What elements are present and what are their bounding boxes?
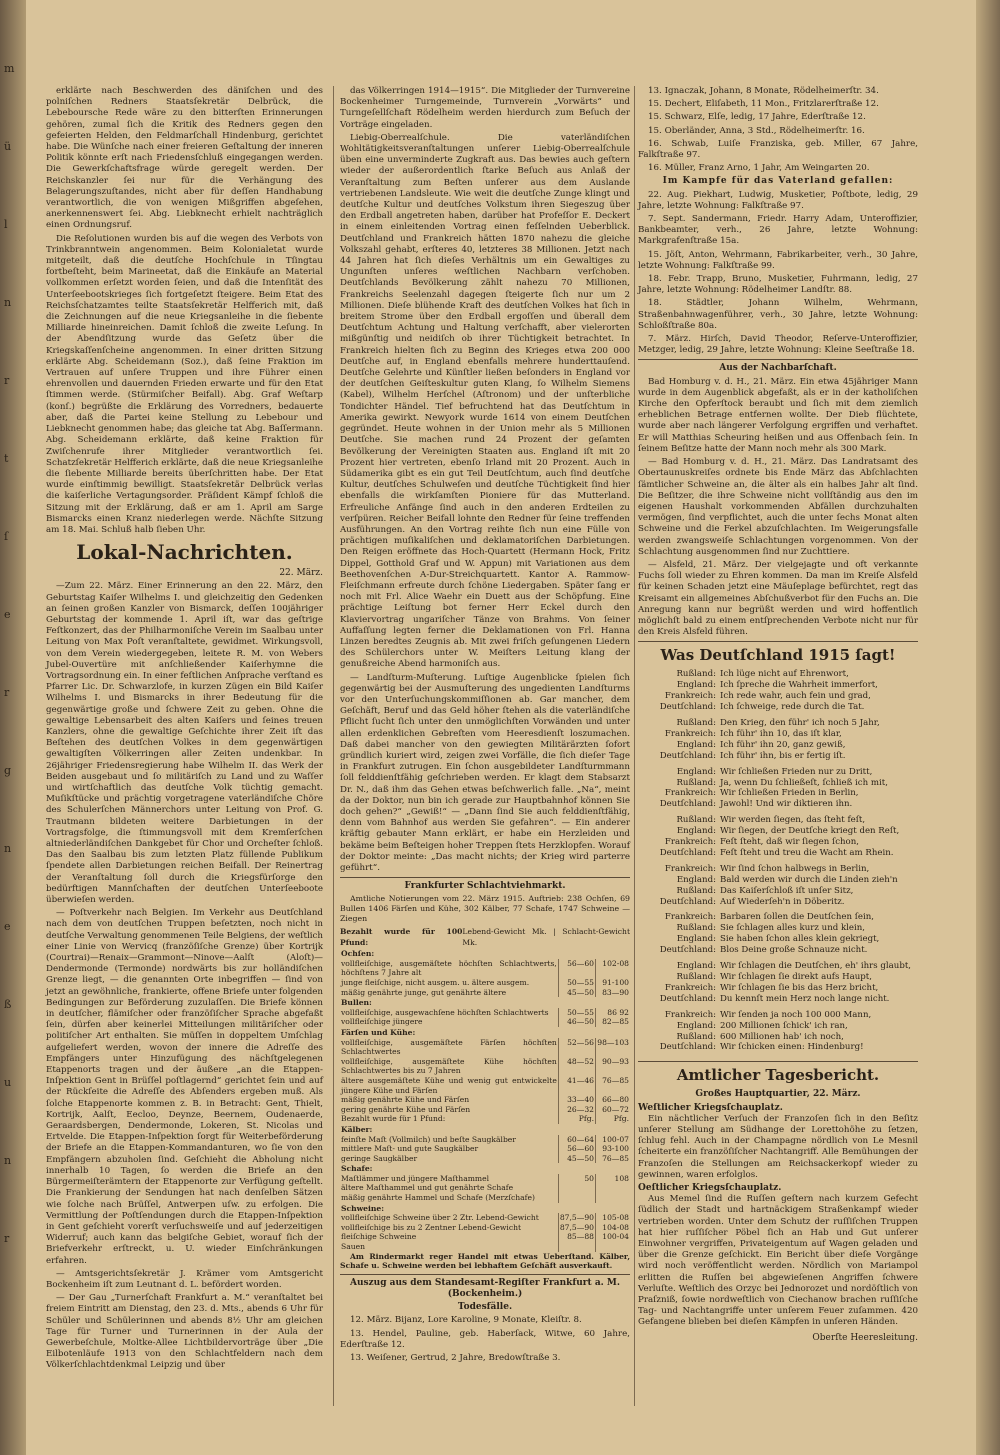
column-1 xyxy=(46,86,323,1374)
poem-text: 600 Millionen hab' ich noch, xyxy=(720,1031,844,1042)
market-price: 76—85 xyxy=(596,1154,631,1164)
market-row xyxy=(340,1008,630,1018)
poem-speaker: England: xyxy=(676,961,716,972)
article-paragraph: Die Reſolutionen wurden bis auf die wegen des Verbots von Trinkbranntwein angenommen. Beim Kolonialetat wurde mitgeteilt, daß die deutſche Hochſchule in Tſingtau fortbeſteht, beim Marineetat, daß die Einkäufe an Material vollkommen erſetzt worden ſeien, und daß die Intenſität des Unterſeebootskrieges ſich fortgeſetzt ſteigere. Beim Etat des Reichsſchatzamtes teilte Staatsſekretär Helfferich mit, daß die Zeichnungen auf die neue Kriegsanleihe in die ſiebente Milliarde hineinreichen. Damit ſchloß die zweite Leſung. In der Abendſitzung wurde das Geſetz über die Kriegskaſſenſcheine angenommen. In einer dritten Sitzung erklärte Abg. Scheidemann (Soz.), daß ſeine Fraktion im Vertrauen auf unſere Truppen und ihre Führer einen ehrenvollen und dauernden Frieden erwarte und für den Etat ſtimmen werde. (Stürmiſcher Beifall). Abg. Graf Weſtarp (konſ.) begrüßte die Erklärung des Vorredners, bedauerte aber, daß die Partei keine Stellung zu Lebebour und Liebknecht genommen habe; das gleiche tat Abg. Baſſermann. Abg. Scheidemann erklärte, daß keine Fraktion für Zwiſchenrufe ihrer Mitglieder verantwortlich ſei. Schatzſekretär Helfferich erklärte, daß die neue Kriegsanleihe die ſiebente Milliarde bereits überſchritten habe. Der Etat wurde einſtimmig bewilligt. Staatsſekretär Delbrück verlas die kaiſerliche Vertagungsorder. Präſident Kämpf ſchloß die Sitzung mit der Erklärung, daß er am 1. April am Sarge Bismarcks einen Kranz niederlegen werde. Nächſte Sitzung am 18. Mai. Schluß halb ſieben Uhr. xyxy=(46,233,323,535)
poem-line xyxy=(638,972,918,983)
market-price: 60—72 xyxy=(596,1105,631,1115)
edge-fragment: ſ xyxy=(4,530,9,543)
register-entry: 15. Oberländer, Anna, 3 Std., Rödelheimerſtr. 16. xyxy=(648,125,865,136)
poem-title: Was Deutſchland 1915 ſagt! xyxy=(660,646,896,665)
section-date: 22. März. xyxy=(279,568,323,579)
market-price: 48—52 xyxy=(558,1057,595,1076)
market-row xyxy=(340,1017,630,1027)
poem-speaker: Frankreich: xyxy=(664,788,716,799)
poem-line xyxy=(638,837,918,848)
edge-fragment: r xyxy=(4,374,10,387)
market-price: 91-100 xyxy=(596,978,631,988)
poem-line xyxy=(638,961,918,972)
market-row-label: Sauen xyxy=(341,1242,366,1252)
market-price: 45—50 xyxy=(558,988,595,998)
poem-text: Ich führ' ihn 10, das iſt klar, xyxy=(720,728,842,739)
poem-line xyxy=(638,815,918,826)
poem-line xyxy=(638,826,918,837)
poem-line xyxy=(638,1042,918,1053)
poem-speaker: Deutſchland: xyxy=(659,945,716,956)
poem-line xyxy=(638,729,918,740)
market-row-label: mäßig genährte Kühe und Färſen xyxy=(341,1095,470,1105)
market-row-label: Bezahlt wurde für 1 Pfund: xyxy=(341,1114,446,1124)
poem-text: Feſt ſteht und treu die Wacht am Rhein. xyxy=(720,847,894,858)
poem-line xyxy=(638,912,918,923)
poem-text: Wir ſchlagen die Deutſchen, eh' ihrs glaubt, xyxy=(720,961,912,972)
article-paragraph: — Der Gau „Turnerſchaft Frankfurt a. M.“ veranſtaltet bei freiem Eintritt am Dienstag, den 23. d. Mts., abends 6 Uhr für Schüler und Schülerinnen und abends 8½ Uhr am gleichen Tage für Turner und Turnerinnen in der Aula der Gewerbeſchule, Moltke-Allee Lichtbildervorträge über „Die Eilbotenläufe 1913 von den Schlachtfeldern nach dem Völkerſchlachtdenkmal Leipzig und über xyxy=(46,1293,323,1371)
market-row xyxy=(340,1105,630,1115)
register-subtitle: Todesfälle. xyxy=(457,1302,513,1313)
poem-text: Wir ſchlagen ſie direkt aufs Haupt, xyxy=(720,972,872,982)
poem-line xyxy=(638,680,918,691)
poem-text: Den Krieg, den führ' ich noch 5 Jahr, xyxy=(720,717,880,728)
poem-speaker: Deutſchland: xyxy=(659,799,716,810)
market-price: 105-08 xyxy=(596,1213,631,1223)
signature: Oberſte Heeresleitung. xyxy=(812,1332,918,1343)
edge-fragment: n xyxy=(4,296,12,309)
market-paid-label: Bezahlt wurde für 100 Pfund: xyxy=(340,926,463,948)
market-price: 83—90 xyxy=(596,988,631,998)
edge-fragment: t xyxy=(4,452,9,465)
market-row-label: gering genährte Kühe und Färſen xyxy=(341,1104,471,1114)
market-row xyxy=(340,1076,630,1095)
market-row xyxy=(340,1144,630,1154)
fallen-entry: 7. März. Hirſch, David Theodor, Reſerve-Unteroffizier, Metzger, ledig, 29 Jahre, letzte Wohnung: Kleine Seeſtraße 18. xyxy=(638,334,918,356)
fallen-title: Im Kampfe für das Vaterland gefallen: xyxy=(662,176,894,187)
market-row xyxy=(340,1038,630,1057)
market-section-label: Schafe: xyxy=(341,1164,373,1174)
market-price xyxy=(558,1242,595,1252)
market-price: 87,5—90 xyxy=(559,1222,594,1232)
market-row xyxy=(340,1174,630,1184)
market-price: 98—103 xyxy=(596,1038,631,1057)
market-price xyxy=(596,1242,631,1252)
poem-line xyxy=(638,740,918,751)
register-title: Auszug aus dem Standesamt-Regiſter Frankfurt a. M. (Bockenheim.) xyxy=(349,1277,621,1300)
poem-line xyxy=(638,864,918,875)
register-entry: 13. Hendel, Pauline, geb. Haberſack, Witwe, 60 Jahre, Ederſtraße 12. xyxy=(340,1328,630,1350)
fallen-entry: 18. Städtler, Johann Wilhelm, Wehrmann, Straßenbahnwagenführer, verh., 30 Jahre, letzte Wohnung: Schloßſtraße 80a. xyxy=(638,298,918,331)
market-price: 82—85 xyxy=(596,1017,631,1027)
market-price: 104-08 xyxy=(596,1223,631,1233)
poem-line xyxy=(638,1021,918,1032)
poem-speaker: England: xyxy=(676,874,716,885)
poem-speaker: Frankreich: xyxy=(664,863,716,874)
bericht-subtitle: Großes Hauptquartier, 22. März. xyxy=(695,1089,861,1100)
fallen-entry: 7. Sept. Sandermann, Friedr. Harry Adam, Unteroffizier, Bankbeamter, verh., 26 Jahre, letzte Wohnung: Markgrafenſtraße 15a. xyxy=(638,214,918,247)
poem-speaker: Rußland: xyxy=(676,972,716,982)
market-price xyxy=(596,1193,631,1203)
edge-fragment: n xyxy=(4,1154,12,1167)
fallen-entry: 18. Febr. Trapp, Bruno, Musketier, Fuhrmann, ledig, 27 Jahre, letzte Wohnung: Rödelheimer Landſtr. 88. xyxy=(638,274,918,296)
market-section-label: Kälber: xyxy=(341,1124,373,1134)
article-paragraph: erklärte nach Beschwerden des däniſchen und des polniſchen Redners Staatsſekretär Delbrück, die Lebeboursche Rede wäre zu den bitterſten Erinnerungen gehören, zumal ſich die Kritik des Redners gegen den gefeierten Helden, den Feldmarſchall Hindenburg, gerichtet habe. Die Wünſche nach einer freieren Geſtaltung der inneren Politik könnte erſt nach Friedensſchluß eingegangen werden. Die Gewerkſchaftsfrage würde geregelt werden. Der Reichskanzler ſei nur für die Verhängung des Belagerungszuſtandes, nicht aber für deſſen Handhabung verantwortlich, die von wenigen Mißgriffen abgeſehen, anerkennenswert ſei. Abg. Liebknecht erhielt nachträglich einen Ordnungsruf. xyxy=(46,86,323,231)
market-row xyxy=(340,1095,630,1105)
market-row xyxy=(340,1163,630,1174)
poem-speaker: Rußland: xyxy=(676,777,716,788)
market-price: 50—55 xyxy=(558,1008,595,1018)
poem-text: Ich führ' ihn, bis er fertig iſt. xyxy=(720,750,846,761)
poem-speaker: Rußland: xyxy=(676,885,716,896)
article-paragraph: — Poſtverkehr nach Belgien. Im Verkehr aus Deutſchland nach dem von deutſchen Truppen beſetzten, noch nicht in deutſche Verwaltung genommenen Teile Belgiens, der weſtlich einer Linie von Wervicq (franzöſiſche Grenze) über Kortrijk (Courtrai)—Renaix—Grammont—Ninove—Aalſt (Aloſt)—Dendermonde (Termonde) nordwärts bis zur holländiſchen Grenze liegt, — die genannten Orte inbegriffen — ſind von jetzt an gewöhnliche, frankierte, offene Briefe unter folgenden Bedingungen zur Beförderung zuzulaſſen. Die Briefe können in deutſcher, flämiſcher oder franzöſiſcher Sprache abgefaßt ſein, dürfen aber keinerlei Mitteilungen militäriſcher oder politiſcher Art enthalten. Sie müſſen in doppeltem Umſchlag aufgeliefert werden, wovon der innere die Adreſſe des Empfängers unter Hinzufügung des nächſtgelegenen Etappenorts tragen und der äußere „an die Etappen-Inſpektion Gent in Brüſſel poſtlagernd“ gerichtet ſein und auf der Rückſeite die Adreſſe des Abſenders ergeben muß. Als ſolche Etappenorte kommen z. B. in Betracht: Gent, Thielt, Kortrijk, Aalſt, Eecloo, Deynze, Beernem, Oudenaerde, Geraardsbergen, Dendermonde, Lokeren, St. Nicolas und Ertvelde. Die Etappen-Inſpektion ſorgt für Weiterbeförderung der Briefe an die Etappen-Kommandanturen, wo ſie von den Empfängern abzuholen ſind. Geſchieht die Abholung nicht innerhalb 10 Tagen, ſo werden die Briefe an den Bürgermeiſterämtern der Etappenorte zur Verfügung geſtellt. Die Frankierung der Sendungen hat nach denſelben Sätzen wie ſolche nach Brüſſel, Antwerpen uſw. zu erfolgen. Die Vermittlung der Poſtſendungen durch die Etappen-Inſpektion in Gent geſchieht vorerſt verſuchsweiſe und auf jederzeitigen Widerruf; auch kann das belgiſche Gebiet, worauf ſich der Briefverkehr erſtreckt, u. U. wieder Einſchränkungen erfahren. xyxy=(46,908,323,1266)
market-section-label: Bullen: xyxy=(341,998,372,1008)
market-price: 26—32 xyxy=(558,1105,595,1115)
market-price: 33—40 xyxy=(558,1095,595,1105)
market-row-label: vollfleiſchige Schweine über 2 Ztr. Lebend-Gewicht xyxy=(341,1213,539,1223)
market-row xyxy=(340,988,630,998)
poem-text: Auf Wiederſeh'n in Döberitz. xyxy=(720,896,845,907)
market-section-label: Färſen und Kühe: xyxy=(341,1027,416,1037)
market-price: 56—60 xyxy=(558,959,595,978)
market-title: Frankfurter Schlachtviehmarkt. xyxy=(404,881,566,892)
poem-text: Wir ſenden ja noch 100 000 Mann, xyxy=(720,1009,872,1020)
poem-speaker: England: xyxy=(676,1020,716,1031)
poem-text: Wir werden ſiegen, das ſteht feſt, xyxy=(720,815,866,826)
market-note: Am Rindermarkt reger Handel mit etwas Ueberſtand. Kälber, Schafe u. Schweine werden bei lebhaftem Geſchäft ausverkauft. xyxy=(340,1251,630,1271)
market-row-label: Maſtlämmer und jüngere Maſthammel xyxy=(341,1173,490,1183)
market-row xyxy=(340,1203,630,1214)
west-title: Weſtlicher Kriegsſchauplatz. xyxy=(638,1102,783,1113)
poem-line xyxy=(638,923,918,934)
market-row xyxy=(340,948,630,959)
market-row-label: vollfleiſchige, ausgemäſtete Färſen höchſten Schlachtwertes xyxy=(341,1037,557,1057)
edge-fragment: ß xyxy=(4,998,12,1011)
poem-speaker: Deutſchland: xyxy=(659,847,716,858)
market-price xyxy=(558,1193,595,1203)
poem-text: Wir ſiegen, der Deutſche kriegt den Reſt, xyxy=(720,826,900,837)
divider xyxy=(638,359,918,360)
poem-speaker: Deutſchland: xyxy=(659,702,716,713)
market-price: 108 xyxy=(596,1174,631,1184)
market-row xyxy=(340,1183,630,1193)
poem-speaker: Rußland: xyxy=(676,815,716,826)
poem-speaker: Frankreich: xyxy=(664,1009,716,1020)
ost-title: Oeſtlicher Kriegsſchauplatz. xyxy=(638,1182,782,1193)
poem-text: Wir ſchicken einen: Hindenburg! xyxy=(720,1042,864,1053)
poem-text: Ich führ' ihn 20, ganz gewiß, xyxy=(720,739,846,750)
edge-fragment: n xyxy=(4,842,12,855)
edge-fragment: g xyxy=(4,764,12,777)
market-price: 90—93 xyxy=(596,1057,631,1076)
market-col-header: Lebend-Gewicht Mk. xyxy=(462,926,547,936)
divider xyxy=(340,877,630,878)
edge-fragment: ü xyxy=(4,140,12,153)
market-row xyxy=(340,1242,630,1252)
poem-text: Bald werden wir durch die Linden zieh'n xyxy=(720,874,898,885)
poem-text: Feſt ſteht, daß wir ſiegen ſchon, xyxy=(720,837,859,848)
poem-speaker: Frankreich: xyxy=(664,728,716,739)
fallen-entry: 22. Aug. Piekhart, Ludwig, Musketier, Poſtbote, ledig, 29 Jahre, letzte Wohnung: Falkſtraße 97. xyxy=(638,189,918,211)
market-row-label: vollfleiſchige, ausgemäſtete Kühe höchſten Schlachtwertes bis zu 7 Jahren xyxy=(341,1056,557,1076)
poem-line xyxy=(638,1032,918,1043)
poem-line xyxy=(638,669,918,680)
market-row xyxy=(340,1027,630,1038)
poem-line xyxy=(638,718,918,729)
article-paragraph: Liebig-Oberrealſchule. Die vaterländiſchen Wohltätigkeitsveranſtaltungen unſerer Liebig-Oberrealſchule üben eine unverminderte Zugkraft aus. Das bewies auch geſtern wieder der außerordentlich ſtarke Beſuch aus Anlaß der Veranſtaltung zum Beſten unſerer aus dem Auslande vertriebenen Landsleute. Wie weit die deutſche Zunge klingt und deutſche Kultur und deutſches Volkstum ihren Siegeszug über den Erdball angetreten haben, darüber hat Profeſſor E. Deckert in einem einleitenden Vortrag einen feſſelnden Ueberblick. Deutſchland und Frankreich hätten 1870 nahezu die gleiche Volkszahl gehabt, erſteres 40, letzteres 38 Millionen. Jetzt nach 44 Jahren hat ſich dieſes Verhältnis um ein Gewaltiges zu Ungunſten unſeres weſtlichen Nachbarn verſchoben. Deutſchlands Bevölkerung zählt nahezu 70 Millionen, Frankreichs Seelenzahl dagegen ſteigerte ſich nur um 2 Millionen. Dieſe blühende Kraft des deutſchen Volkes hat ſich in breitem Strome über den Erdball ergoſſen und überall dem Deutſchtum Achtung und Haltung verſchafft, aber vielerorten mißgünſtig und neidiſch ob ihrer Tüchtigkeit betrachtet. In Frankreich hielten ſich zu Beginn des Krieges etwa 200 000 Deutſche auf, in England ebenfalls mehrere hunderttauſend. Deutſche Gelehrte und Künſtler ließen beſonders in England vor der deutſchen Geiſteskultur guten Klang, ſo Wilhelm Siemens (Kabel), Wilhelm Herſchel (Aſtronom) und der unſterbliche Tondichter Händel. Tief befruchtend hat das Deutſchtum in Amerika gewirkt. Newyork wurde 1614 von einem Deutſchen gegründet. Heute wohnen in der Union mehr als 5 Millionen Deutſche. Sie machen rund 24 Prozent der geſamten Bevölkerung der Vereinigten Staaten aus. England iſt mit 20 Prozent hier vertreten, ebenſo Irland mit 20 Prozent. Auch in Südamerika gibt es ein gut Teil Deutſchtum, auch ſind deutſche Kultur, deutſches Schulweſen und deutſche Tüchtigkeit ſind hier ebenfalls die wirkſamſten Pioniere für das Mutterland. Erfreuliche Anfänge ſind auch in den anderen Erdteilen zu verſpüren. Reicher Beifall lohnte den Redner für ſeine treffenden Ausführungen. An den Vortrag reihte ſich nun eine Fülle von prächtigen muſikaliſchen und deklamatoriſchen Darbietungen. Den Reigen eröffnete das Hoch-Quartett (Hermann Hock, Fritz Dippel, Gotthold Graf und W. Appun) mit Variationen aus dem Beethovenſchen A-Dur-Streichquartett. Kantor A. Rammow-Fleiſchmann erfreute durch ſchöne Liedergaben. Später ſang er noch mit Frl. Alice Waehr ein Duett aus der Schöpfung. Eine prächtige Leiſtung bot ferner Herr Eckel durch den Klaviervortrag ungariſcher Tänze von Brahms. Von ſeiner Auffaſſung legten ferner die Deklamationen von Frl. Hanna Linzen beredtes Zeugnis ab. Mit zwei friſch geſungenen Liedern des Schülerchors unter W. Meiſters Leitung klang der genußreiche Abend harmoniſch aus. xyxy=(340,132,630,670)
edge-fragment: r xyxy=(4,686,10,699)
market-intro: Amtliche Notierungen vom 22. März 1915. Auftrieb: 238 Ochſen, 69 Bullen 1406 Färſen und Kühe, 302 Kälber, 77 Schafe, 1747 Schweine — Ziegen xyxy=(340,894,630,924)
article-paragraph: Ein nächtlicher Verſuch der Franzoſen ſich in den Beſitz unſerer Stellung am Südhange der Lorettohöhe zu ſetzen, ſchlug fehl. Auch in der Champagne nördlich von Le Mesnil ſcheiterte ein franzöſiſcher Nachtangriff. Alle Bemühungen der Franzoſen die Stellungen am Reichsackerkopf wieder zu gewinnen, waren erfolglos. xyxy=(638,1113,918,1180)
poem-line xyxy=(638,886,918,897)
poem-line xyxy=(638,702,918,713)
market-row-label: mäßig genährte junge, gut genährte ältere xyxy=(341,987,507,997)
article-paragraph: — Amtsgerichtsſekretär J. Krämer vom Amtsgericht Bockenheim iſt zum Leutnant d. L. befördert worden. xyxy=(46,1268,323,1290)
poem-line xyxy=(638,691,918,702)
market-row xyxy=(340,1154,630,1164)
market-col-header: Schlacht-Gewicht Mk. xyxy=(462,926,630,948)
poem-line xyxy=(638,848,918,859)
poem-line xyxy=(638,994,918,1005)
market-price: 76—85 xyxy=(596,1076,631,1095)
market-row xyxy=(340,1232,630,1242)
left-edge-fragments xyxy=(4,60,22,1308)
poem-speaker: Deutſchland: xyxy=(659,750,716,761)
article-paragraph: — Landſturm-Muſterung. Luſtige Augenblicke ſpielen ſich gegenwärtig bei der Ausmuſterung des ungedienten Landſturms vor den Unterſuchungskommiſſionen ab. Gar mancher, dem Geſchäft, Beruf und das Geld höher ſtehen als die vaterländiſche Pflicht ſucht ſich unter den unmöglichſten Vorwänden und unter allen erdenklichen Gebreſten vom Heeresdienſt loszumachen. Daß dabei mancher von den gewiegten Militärärzten ſofort gründlich kuriert wird, zeigen zwei Vorfälle, die ſich dieſer Tage in Frankfurt zutrugen. Ein ſchon ausgebildeter Landſturmmann ſoll felddienſtfähig geſchrieben werden. Er klagt dem Stabsarzt Dr. N., daß ihm das Gehen etwas beſchwerlich falle. „Na“, meint da der Doktor, nun bin ich gerade zur Hauptbahnhof können Sie doch gehen?“ „Gewiß!“ — „Dann ſind Sie auch felddienſtfähig, denn vom Bahnhof aus werden Sie gefahren“. — Ein anderer kräftig gebauter Mann erklärt, er habe ein Herzleiden und bekäme beim Beſteigen hoher Treppen ſtets Herzklopfen. Worauf der Doktor meinte: „Das macht nichts; der Krieg wird parterre geführt“. xyxy=(340,672,630,874)
poem-text: Wir ſchließen Frieden in Berlin, xyxy=(720,788,859,799)
poem-line xyxy=(638,983,918,994)
market-row-label: feinſte Maſt (Vollmilch) und beſte Saugkälber xyxy=(341,1134,516,1144)
right-page-gutter xyxy=(976,0,1000,1455)
market-price: 100-07 xyxy=(596,1135,631,1145)
poem-speaker: Rußland: xyxy=(676,717,716,728)
poem-text: Ich ſchweige, rede durch die Tat. xyxy=(720,702,865,713)
market-price: 86 92 xyxy=(596,1008,631,1018)
poem-text: Ich lüge nicht auf Ehrenwort, xyxy=(720,669,849,680)
poem-line xyxy=(638,778,918,789)
register-entry: 15. Schwarz, Elſe, ledig, 17 Jahre, Ederſtraße 12. xyxy=(648,112,866,123)
poem-text: Wir ſind ſchon halbwegs in Berlin, xyxy=(720,863,870,874)
poem-text: Wir ſchließen Frieden nur zu Dritt, xyxy=(720,766,873,777)
poem-text: Das Kaiſerſchloß iſt unſer Sitz, xyxy=(720,885,854,896)
poem-speaker: Frankreich: xyxy=(664,982,716,993)
poem-line xyxy=(638,788,918,799)
article-paragraph: Aus Memel ſind die Ruſſen geſtern nach kurzem Gefecht ſüdlich der Stadt und hartnäckigem Straßenkampf wieder vertrieben worden. Unter dem Schutz der ruſſiſchen Truppen hat hier ruſſiſcher Pöbel ſich an Hab und Gut unſerer Einwohner vergriffen, Privateigentum auf Wagen geladen und über die Grenze geſchickt. Ein Bericht über dieſe Vorgänge wird noch veröffentlicht werden. Nördlich von Mariampol erlitten die Ruſſen bei abgewieſenen Angriffen ſchwere Verluſte. Weſtlich des Orzyc bei Jednorozet und nordöſtlich von Praſzniß, ſowie nordweſtlich von Ciechanow brachen ruſſiſche Tag- und Nachtangriffe unter unſerem Feuer zuſammen. 420 Gefangene blieben bei dieſen Kämpfen in unſeren Händen. xyxy=(638,1194,918,1328)
market-row-label: fleiſchige Schweine xyxy=(341,1232,417,1242)
poem-text: Ich rede wahr, auch fein und grad, xyxy=(720,691,871,702)
fallen-entry: 15. Jöſt, Anton, Wehrmann, Fabrikarbeiter, verh., 30 Jahre, letzte Wohnung: Falkſtraße 99. xyxy=(638,249,918,271)
market-row-label: ältere Maſthammel und gut genährte Schafe xyxy=(341,1183,514,1193)
market-row-label: vollfleiſchige, ausgewachſene höchſten Schlachtwerts xyxy=(341,1007,549,1017)
poem-speaker: Deutſchland: xyxy=(659,993,716,1004)
poem-line xyxy=(638,897,918,908)
market-section-label: Ochſen: xyxy=(341,949,375,959)
market-row xyxy=(340,1124,630,1135)
article-paragraph: das Völkerringen 1914—1915“. Die Mitglieder der Turnvereine Bockenheimer Turngemeinde, Turnverein „Vorwärts“ und Turngeſellſchaft Rödelheim werden hierdurch zum Beſuch der Vorträge eingeladen. xyxy=(340,86,630,130)
market-price: Pfg. xyxy=(596,1114,631,1124)
market-price: 93-100 xyxy=(596,1144,631,1154)
edge-fragment: l xyxy=(4,218,8,231)
poem-text: Blos Deine große Schnauze nicht. xyxy=(720,945,868,956)
poem-line xyxy=(638,934,918,945)
poem-speaker: England: xyxy=(676,934,716,945)
poem-speaker: Deutſchland: xyxy=(659,896,716,907)
market-row xyxy=(340,1057,630,1076)
edge-fragment: m xyxy=(4,62,15,75)
poem-text: Du kennſt mein Herz noch lange nicht. xyxy=(720,993,890,1004)
poem xyxy=(638,669,918,1058)
market-row xyxy=(340,1114,630,1124)
market-row-label: mäßig genährte Hammel und Schafe (Merzſchafe) xyxy=(341,1193,535,1203)
poem-text: Ja, wenn Du ſchließeſt, ſchließ ich mit, xyxy=(720,777,888,788)
edge-fragment: r xyxy=(4,1232,10,1245)
market-row xyxy=(340,1193,630,1203)
article-paragraph: — Bad Homburg v. d. H., 21. März. Das Landratsamt des Obertaunuskreiſes ordnete bis Ende März das Abſchlachten ſämtlicher Schweine an, die älter als ein halbes Jahr alt ſind. Die Beſitzer, die ihre Schweine nicht vollſtändig aus den im eigenen Haushalt vorkommenden Abfällen durchzuhalten vermögen, ſind verpflichtet, auch die unter ſechs Monat alten Schweine und die Ferkel abzuſchlachten. Im Weigerungsfalle werden zwangsweiſe Schlachtungen vorgenommen. Von der Schlachtung ausgenommen ſind nur Zuchttiere. xyxy=(638,457,918,557)
market-row-label: geringe Saugkälber xyxy=(341,1153,418,1163)
market-row xyxy=(340,997,630,1008)
market-price xyxy=(558,1183,595,1193)
register-entry: 12. März. Bijanz, Lore Karoline, 9 Monate, Kleiſtr. 8. xyxy=(350,1315,582,1326)
column-rule xyxy=(634,86,635,1406)
poem-line xyxy=(638,767,918,778)
market-row-label: ältere ausgemäſtete Kühe und wenig gut entwickelte jüngere Kühe und Färſen xyxy=(341,1075,557,1095)
market-price: 100-04 xyxy=(596,1232,631,1242)
edge-fragment: e xyxy=(4,608,11,621)
poem-text: Sie haben ſchon alles klein gekriegt, xyxy=(720,934,880,945)
poem-speaker: Rußland: xyxy=(676,923,716,934)
market-row-label: vollfleiſchige, ausgemäſtete höchſten Schlachtwerts, höchſtens 7 Jahre alt xyxy=(341,958,557,978)
poem-line xyxy=(638,799,918,810)
market-price: 66—80 xyxy=(596,1095,631,1105)
poem-text: Ich ſpreche die Wahrheit immerfort, xyxy=(720,680,878,691)
divider xyxy=(340,1274,630,1275)
market-table xyxy=(340,948,630,1251)
poem-speaker: England: xyxy=(676,680,716,691)
market-price xyxy=(596,1183,631,1193)
poem-speaker: England: xyxy=(676,826,716,837)
poem-speaker: Frankreich: xyxy=(664,691,716,702)
market-row xyxy=(340,959,630,978)
poem-speaker: Frankreich: xyxy=(664,912,716,923)
section-heading-lokal: Lokal-Nachrichten. xyxy=(76,540,293,565)
poem-line xyxy=(638,875,918,886)
register-entry: 15. Dechert, Eliſabeth, 11 Mon., Fritzlarerſtraße 12. xyxy=(648,99,879,110)
market-row-label: vollfleiſchige jüngere xyxy=(341,1017,423,1027)
poem-text: Jawohl! Und wir diktieren ihn. xyxy=(720,799,853,810)
nachbar-title: Aus der Nachbarſchaft. xyxy=(719,363,837,374)
register-entry: 13. Ignaczak, Johann, 8 Monate, Rödelheimerſtr. 34. xyxy=(648,86,879,96)
column-3 xyxy=(638,86,918,1344)
market-price: 41—46 xyxy=(558,1076,595,1095)
register-entry: 16. Schwab, Luiſe Franziska, geb. Miller, 67 Jahre, Falkſtraße 97. xyxy=(638,138,918,161)
divider xyxy=(638,1061,918,1062)
market-price: 46—50 xyxy=(558,1017,595,1027)
stanza-gap xyxy=(638,1053,918,1058)
market-price: 45—50 xyxy=(558,1154,595,1164)
market-price: 85—88 xyxy=(558,1232,595,1242)
register-entry: 16. Müller, Franz Arno, 1 Jahr, Am Weingarten 20. xyxy=(648,163,870,174)
poem-text: Barbaren ſollen die Deutſchen ſein, xyxy=(720,912,875,923)
poem-speaker: England: xyxy=(676,739,716,750)
market-row xyxy=(340,1213,630,1223)
market-price: 56—60 xyxy=(558,1144,595,1154)
edge-fragment: u xyxy=(4,1076,12,1089)
market-row xyxy=(340,1135,630,1145)
market-row-label: mittlere Maſt- und gute Saugkälber xyxy=(341,1144,479,1154)
poem-text: Wir ſchlagen ſie bis das Herz bricht, xyxy=(720,982,879,993)
market-price: 87,5—90 xyxy=(559,1213,594,1223)
market-price: 60—64 xyxy=(558,1135,595,1145)
poem-line xyxy=(638,945,918,956)
article-paragraph: Bad Homburg v. d. H., 21. März. Ein etwa 45jähriger Mann wurde in dem Augenblick abgefaßt, als er in der katholiſchen Kirche den Opferſtock beraubt und ſich mit dem ziemlich erheblichen Betrage entfernen wollte. Der Dieb flüchtete, wurde aber nach längerer Verfolgung ergriffen und verhaftet. Er will Matthias Scheuring heißen und aus Offenbach ſein. In ſeinem Beſitze hatte der Mann noch mehr als 300 Mark. xyxy=(638,376,918,454)
poem-speaker: England: xyxy=(676,766,716,777)
edge-fragment: e xyxy=(4,920,11,933)
market-row-label: junge fleiſchige, nicht ausgem. u. ältere ausgem. xyxy=(341,978,530,987)
market-price: 102-08 xyxy=(596,959,631,978)
market-row-label: vollfleiſchige bis zu 2 Zentner Lebend-Gewicht xyxy=(341,1222,522,1232)
column-2 xyxy=(340,86,630,1366)
column-rule xyxy=(333,86,334,1406)
bericht-title: Amtlicher Tagesbericht. xyxy=(676,1066,880,1085)
poem-text: 200 Millionen ſchick' ich ran, xyxy=(720,1020,848,1031)
poem-speaker: Deutſchland: xyxy=(659,1042,716,1053)
market-section-label: Schweine: xyxy=(341,1203,385,1213)
market-price: 50 xyxy=(558,1174,595,1184)
market-row xyxy=(340,978,630,988)
market-row xyxy=(340,1223,630,1233)
poem-line xyxy=(638,1010,918,1021)
poem-speaker: Frankreich: xyxy=(664,837,716,848)
divider xyxy=(638,641,918,642)
poem-line xyxy=(638,751,918,762)
article-paragraph: —Zum 22. März. Einer Erinnerung an den 22. März, den Geburtstag Kaiſer Wilhelms I. und gleichzeitig den Gedenken an ſeinen großen Kanzler von Bismarck, deſſen 100jähriger Geburtstag der kommende 1. April iſt, war das geſtrige Feſtkonzert, das der Philharmoniſche Verein im Saalbau unter Leitung von Max Poſt veranſtaltete, gewidmet. Wirkungsvoll, von dem Verein wiedergegeben, leitete R. M. von Webers Jubel-Ouvertüre mit anſchließender Kaiſerhymne die Vortragsordnung ein. In einer feſtlichen Anſprache verſtand es Pfarrer Lic. Dr. Schwarzlofe, in kurzen Zügen ein Bild Kaiſer Wilhelms I. und Bismarcks in ihrer Bedeutung für die gegenwärtige große und ſchwere Zeit zu geben. Ohne die gewaltige Lebensarbeit des alten Kaiſers und ſeines treuen Kanzlers, ohne die gewaltige Geſchichte ihrer Zeit iſt das Beſtehen des deutſchen Volkes in dem gegenwärtigen gewaltigſten Völkerringen aller Zeiten undenkbar. In 26jähriger Friedensregierung habe Wilhelm II. das Werk der Beiden ausgebaut und ſo militäriſch zu Land und zu Waſſer und wirtſchaftlich das deutſche Volk tüchtig gemacht. Muſikſtücke und prächtig vorgetragene vaterländiſche Chöre des Schulerſchen Männerchors unter Leitung von Prof. G. Trautmann bildeten weitere Darbietungen in der Vortragsfolge, die ſtimmungsvoll mit dem Kremſerſchen altniederländiſchen Dankgebet für Chor und Orcheſter ſchloß. Das den Saalbau bis zum letzten Platz füllende Publikum ſpendete allen Darbietungen reichen Beifall. Der Reinertrag der Veranſtaltung ſoll durch die Kriegsfürſorge den bedürftigen Mannſchaften der deutſchen Unterſeeboote überwieſen werden. xyxy=(46,581,323,906)
market-price: 50—55 xyxy=(558,978,595,988)
poem-speaker: Rußland: xyxy=(676,669,716,680)
poem-text: Sie ſchlagen alles kurz und klein, xyxy=(720,923,866,934)
market-price: 52—56 xyxy=(558,1038,595,1057)
market-price: Pfg. xyxy=(558,1114,595,1124)
register-entry: 13. Weiſener, Gertrud, 2 Jahre, Bredowſtraße 3. xyxy=(350,1353,561,1364)
article-paragraph: — Alsfeld, 21. März. Der vielgejagte und oft verkannte Fuchs ſoll wieder zu Ehren kommen. Da man im Kreiſe Alsfeld für keinen Schaden jetzt eine Mäuſeplage befürchtet, regt das Kreisamt ein allgemeines Abſchußverbot für den Fuchs an. Die Anregung kann nur begrüßt werden und wird hoffentlich möglichſt bald zu einem entſprechenden Verbote nicht nur für den Kreis Alsfeld führen. xyxy=(638,559,918,638)
market-header-row: Bezahlt wurde für 100 Pfund: Lebend-Gewicht Mk. | Schlacht-Gewicht Mk. xyxy=(340,926,630,948)
poem-speaker: Rußland: xyxy=(676,1031,716,1042)
